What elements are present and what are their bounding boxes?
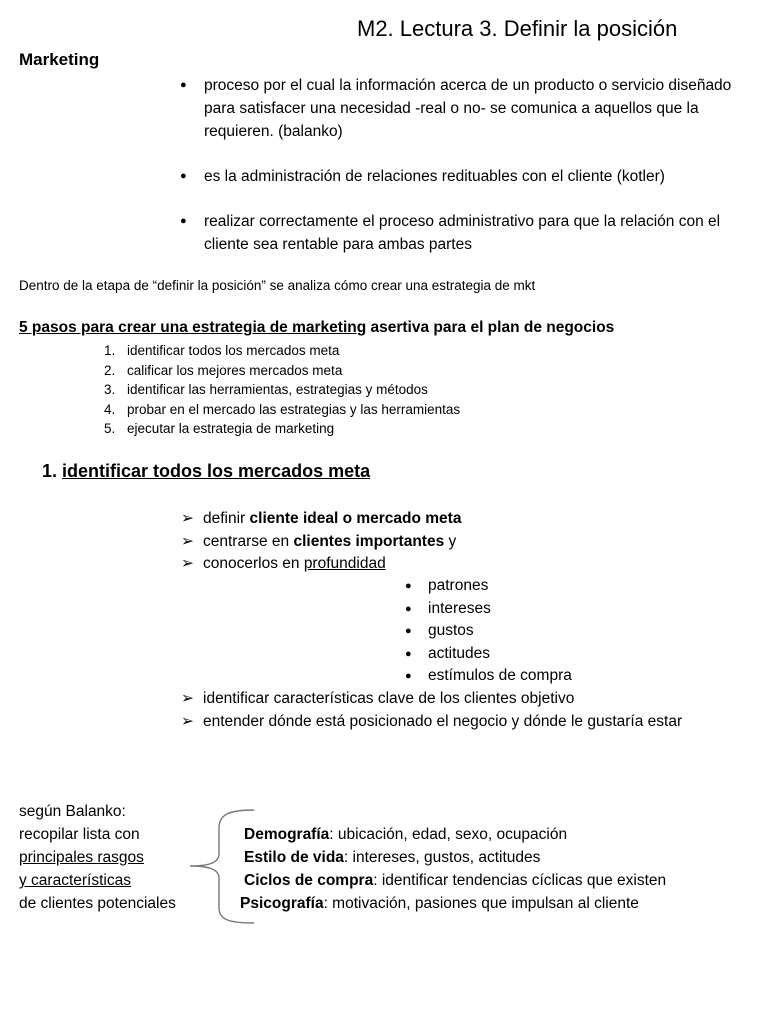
balanko-line: recopilar lista con: [19, 826, 140, 843]
criteria-term: Psicografía: [240, 895, 324, 912]
arrow-item: [181, 553, 741, 576]
balanko-line: según Balanko:: [19, 803, 126, 820]
page-title: M2. Lectura 3. Definir la posición: [357, 16, 678, 41]
arrow-item: [181, 688, 741, 711]
sub-bullet-item: ● actitudes: [405, 643, 572, 666]
criteria-term: Estilo de vida: [244, 849, 344, 866]
arrow-item-underlined: profundidad: [303, 555, 386, 572]
step-item: [104, 400, 460, 420]
step-text: ejecutar la estrategia de marketing: [127, 421, 335, 436]
intro-paragraph: Dentro de la etapa de “definir la posición” se analiza cómo crear una estrategia de mkt: [19, 278, 536, 293]
steps-heading-underlined: 5 pasos para crear una estrategia de marketing: [19, 319, 367, 336]
arrow-bullet-icon: ➢: [181, 555, 194, 572]
arrow-item-text: identificar características clave de los clientes objetivo: [203, 690, 575, 707]
balanko-criteria: [240, 823, 666, 915]
criteria-item: [240, 892, 666, 915]
arrow-item-text: entender dónde está posicionado el negocio y dónde le gustaría estar: [203, 712, 683, 730]
step-number: 3.: [104, 382, 116, 397]
steps-list: [104, 341, 460, 439]
step-number: 4.: [104, 401, 116, 417]
criteria-desc: : intereses, gustos, actitudes: [343, 849, 541, 866]
step-item: [104, 419, 460, 439]
step-number: 1.: [104, 343, 116, 358]
arrow-item: [181, 531, 741, 554]
step-text: probar en el mercado las estrategias y las herramientas: [127, 401, 461, 417]
sub-bullet-list: [405, 575, 572, 688]
arrow-item-text: centrarse en: [203, 532, 294, 550]
section-1-title: identificar todos los mercados meta: [62, 461, 371, 481]
arrow-bullet-icon: ➢: [181, 510, 194, 527]
step-item: [104, 341, 460, 361]
arrow-item-text: conocerlos en: [203, 555, 304, 572]
step-item: [104, 380, 460, 400]
steps-heading: [19, 319, 614, 337]
balanko-line-underlined: principales rasgos: [19, 849, 144, 866]
section-heading-marketing: Marketing: [19, 50, 100, 69]
arrow-item-bold: cliente ideal o mercado meta: [249, 510, 462, 527]
arrow-item-bold: clientes importantes: [293, 532, 445, 550]
steps-heading-rest: asertiva para el plan de negocios: [366, 319, 615, 336]
step-text: identificar todos los mercados meta: [127, 343, 340, 358]
criteria-desc: : motivación, pasiones que impulsan al cliente: [323, 895, 639, 912]
criteria-item: [240, 869, 666, 892]
arrow-list-2: [181, 688, 741, 733]
arrow-list: [181, 508, 741, 576]
sub-bullet-item: ● intereses: [405, 598, 572, 621]
balanko-intro: [19, 800, 176, 915]
step-item: [104, 361, 460, 381]
step-number: 5.: [104, 421, 116, 436]
arrow-bullet-icon: ➢: [181, 532, 194, 550]
criteria-item: [240, 846, 666, 869]
criteria-term: Demografía: [244, 826, 330, 843]
criteria-term: Ciclos de compra: [244, 872, 374, 889]
arrow-bullet-icon: ➢: [181, 690, 194, 707]
definition-item: ● realizar correctamente el proceso administrativo para que la relación con el cliente sea rentable para ambas partes: [180, 210, 750, 256]
arrow-item: [181, 508, 741, 531]
definitions-list: [180, 74, 750, 278]
sub-bullet-item: ● patrones: [405, 575, 572, 598]
definition-item: ● es la administración de relaciones redituables con el cliente (kotler): [180, 165, 750, 188]
arrow-item-text: definir: [203, 510, 250, 527]
sub-bullet-item: ● estímulos de compra: [405, 665, 572, 688]
section-1-number: 1.: [42, 461, 63, 481]
step-text: calificar los mejores mercados meta: [127, 362, 343, 378]
step-number: 2.: [104, 362, 116, 378]
criteria-item: [240, 823, 666, 846]
section-1-heading: [42, 461, 370, 482]
balanko-line: de clientes potenciales: [19, 895, 176, 912]
criteria-desc: : identificar tendencias cíclicas que existen: [373, 872, 667, 889]
sub-bullet-item: ● gustos: [405, 620, 572, 643]
arrow-item-text-end: y: [444, 532, 457, 550]
balanko-line-underlined: y características: [19, 872, 131, 889]
arrow-item: [181, 711, 741, 734]
step-text: identificar las herramientas, estrategias y métodos: [127, 382, 428, 397]
arrow-bullet-icon: ➢: [181, 712, 194, 730]
definition-item: ● proceso por el cual la información acerca de un producto o servicio diseñado para satisfacer una necesidad -real o no- se comunica a aquellos que la requieren. (balanko): [180, 74, 750, 143]
criteria-desc: : ubicación, edad, sexo, ocupación: [329, 826, 568, 843]
